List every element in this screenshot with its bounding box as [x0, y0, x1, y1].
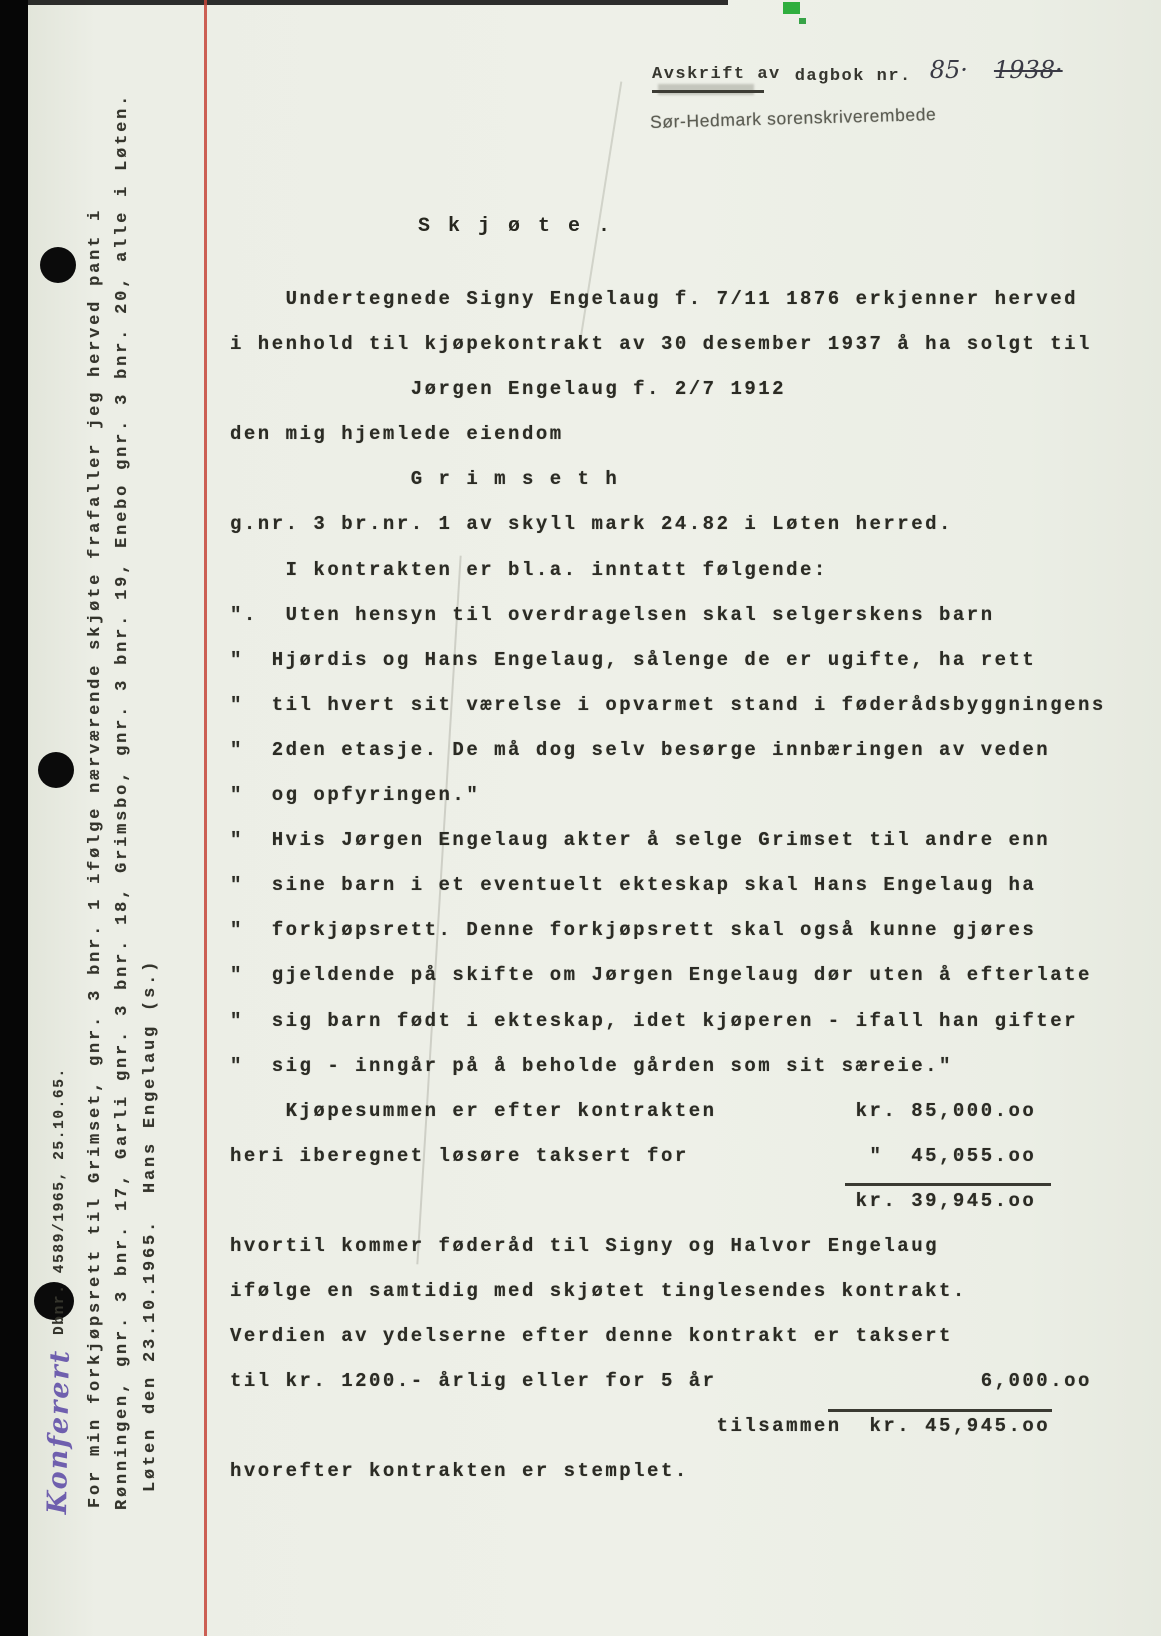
text-line: I kontrakten er bl.a. inntatt følgende: — [230, 558, 828, 581]
avskrift-label: Avskrift av — [652, 65, 781, 84]
text-line: " gjeldende på skifte om Jørgen Engelaug dør uten å efterlate — [230, 964, 1092, 987]
text-line: i henhold til kjøpekontrakt av 30 desember 1937 å ha solgt til — [230, 333, 1092, 356]
text-line: " sine barn i et eventuelt ekteskap skal Hans Engelaug ha — [230, 874, 1037, 897]
text-line: Jørgen Engelaug f. 2/7 1912 — [230, 378, 787, 401]
text-line: kr. 39,945.oo — [230, 1189, 1037, 1212]
document-title: S k j ø t e . — [418, 215, 614, 238]
scan-edge-left — [0, 0, 28, 1636]
text-line: ifølge en samtidig med skjøtet tinglesendes kontrakt. — [230, 1280, 967, 1303]
punch-hole — [40, 247, 76, 283]
text-line: G r i m s e t h — [230, 468, 620, 491]
text-line: den mig hjemlede eiendom — [230, 423, 564, 446]
margin-note-line-3: Løten den 23.10.1965. Hans Engelaug (s.) — [141, 958, 160, 1492]
sum-underline — [845, 1183, 1051, 1186]
sum-underline — [828, 1409, 1052, 1412]
text-line: " til hvert sit værelse i opvarmet stand i føderådsbyggningens — [230, 693, 1106, 716]
punch-hole — [38, 752, 74, 788]
scanner-artifact-green-dot — [799, 18, 806, 24]
text-line: hvortil kommer føderåd til Signy og Halvor Engelaug — [230, 1234, 939, 1257]
scan-edge-top — [28, 0, 728, 5]
text-line: hvorefter kontrakten er stemplet. — [230, 1460, 689, 1483]
margin-note-line-1: For min forkjøpsrett til Grimset, gnr. 3 bnr. 1 ifølge nærværende skjøte frafaller jeg herved pant i — [86, 207, 105, 1508]
document-body — [230, 288, 1130, 1506]
dagbok-label: dagbok nr. — [794, 67, 912, 86]
text-line: Verdien av ydelserne efter denne kontrakt er taksert — [230, 1325, 953, 1348]
text-line: ". Uten hensyn til overdragelsen skal selgerskens barn — [230, 603, 995, 626]
text-line: " forkjøpsrett. Denne forkjøpsrett skal også kunne gjøres — [230, 919, 1037, 942]
text-line: " 2den etasje. De må dog selv besørge innbæringen av veden — [230, 738, 1051, 761]
text-line: " sig barn født i ekteskap, idet kjøperen - ifall han gifter — [230, 1009, 1079, 1032]
strikethrough-mark — [652, 90, 764, 93]
office-stamp: Sør-Hedmark sorenskriverembede — [649, 104, 937, 132]
margin-dbnr-note: Dbnr. 4589/1965, 25.10.65. — [52, 1067, 68, 1335]
margin-note-line-2: Rønningen, gnr. 3 bnr. 17, Garli gnr. 3 bnr. 18, Grimsbo, gnr. 3 bnr. 19, Enebo gnr. 3 bnr. 20, alle i Løten. — [113, 92, 132, 1510]
text-line: tilsammen kr. 45,945.oo — [230, 1415, 1051, 1438]
text-line: Kjøpesummen er efter kontrakten kr. 85,000.oo — [230, 1099, 1037, 1122]
text-line: heri iberegnet løsøre taksert for " 45,055.oo — [230, 1144, 1037, 1167]
text-line: til kr. 1200.- årlig eller for 5 år 6,000.oo — [230, 1370, 1092, 1393]
text-line: " sig - inngår på å beholde gården som sit særeie." — [230, 1054, 953, 1077]
text-line: " Hjørdis og Hans Engelaug, sålenge de er ugifte, ha rett — [230, 648, 1037, 671]
text-line: Undertegnede Signy Engelaug f. 7/11 1876 erkjenner herved — [230, 288, 1079, 310]
entry-number-handwritten: 85· — [929, 56, 968, 84]
text-line: " Hvis Jørgen Engelaug akter å selge Grimset til andre enn — [230, 829, 1051, 852]
konferert-handwriting: Konferert — [42, 1348, 76, 1515]
margin-rule-red — [204, 0, 207, 1636]
text-line: g.nr. 3 br.nr. 1 av skyll mark 24.82 i Løten herred. — [230, 513, 953, 536]
header-block — [649, 56, 1092, 132]
entry-year-handwritten: 1938· — [993, 56, 1063, 84]
text-line: " og opfyringen." — [230, 784, 481, 807]
header-row — [652, 56, 1092, 84]
scanner-artifact-green — [783, 2, 800, 14]
